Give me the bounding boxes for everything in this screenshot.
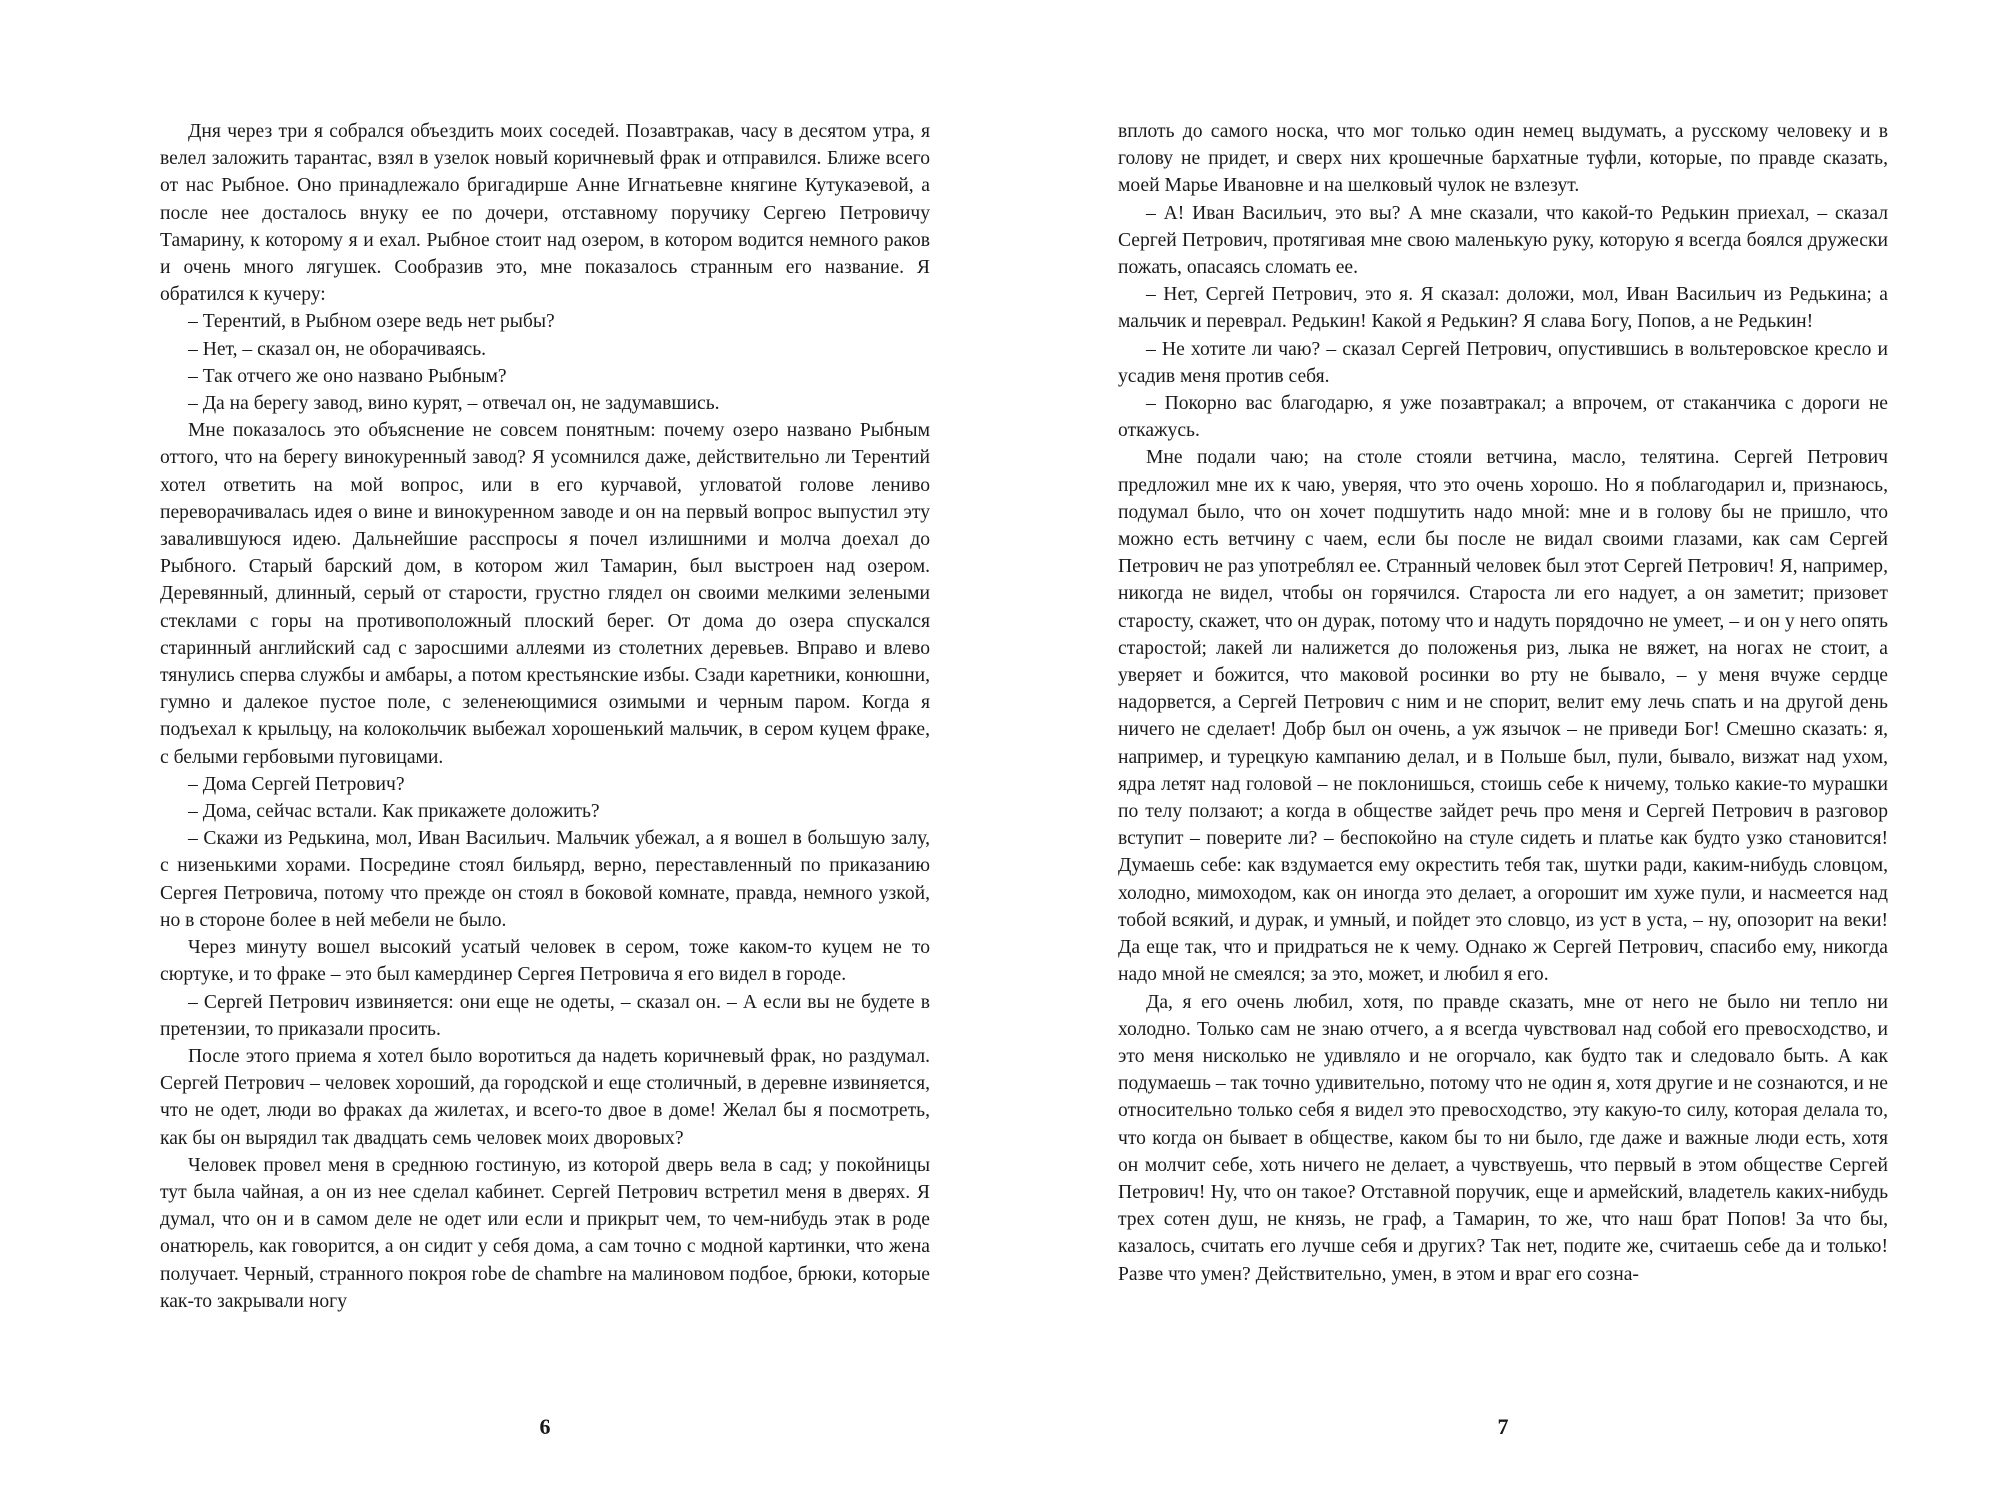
right-page-text <box>1118 118 1888 1288</box>
page-number: 7 <box>1497 1414 1509 1439</box>
right-page <box>1118 118 1888 1439</box>
paragraph: – А! Иван Васильич, это вы? А мне сказали, что какой-то Редькин приехал, – сказал Сергей Петрович, протягивая мне свою маленькую руку, которую я всегда боялся дружески пожать, опасаясь сломать ее. <box>1118 202 1888 279</box>
paragraph: Да, я его очень любил, хотя, по правде сказать, мне от него не было ни тепло ни холодно. Только сам не знаю отчего, а я всегда чувствовал над собой его превосходство, и это меня нисколько не удивляло и не огорчало, как будто так и следовало быть. А как подумаешь – так точно удивительно, потому что не один я, хотя другие и не сознаются, и не относительно только себя я видел это превосходство, эту какую-то силу, которая делала то, что когда он бывает в обществе, каком бы то ни было, где даже и важные люди есть, хотя он молчит себе, хоть ничего не делает, а чувствуешь, что первый в этом обществе Сергей Петрович! Ну, что он такое? Отставной поручик, еще и армейский, владетель каких-нибудь трех сотен душ, не князь, не граф, а Тамарин, то же, что наш брат Попов! За что бы, казалось, считать его лучше себя и других? Так нет, подите же, считаешь себе да и только! Разве что умен? Действительно, умен, в этом и враг его созна- <box>1118 991 1888 1285</box>
paragraph: – Не хотите ли чаю? – сказал Сергей Петрович, опустившись в вольтеровское кресло и усадив меня против себя. <box>1118 338 1888 387</box>
paragraph: – Так отчего же оно названо Рыбным? <box>188 365 507 387</box>
page-number: 6 <box>539 1414 551 1439</box>
paragraph: Мне подали чаю; на столе стояли ветчина, масло, телятина. Сергей Петрович предложил мне их к чаю, уверяя, что это очень хорошо. Но я поблагодарил и, признаюсь, подумал было, что он хочет подшутить надо мной: мне и в голову бы не пришло, что можно есть ветчину с чаем, если бы после не видал своими глазами, как сам Сергей Петрович не раз употреблял ее. Странный человек был этот Сергей Петрович! Я, например, никогда не видел, чтобы он горячился. Староста ли его надует, а он заметит; призовет старосту, скажет, что он дурак, потому что и надуть порядочно не умеет, – и он у него опять старостой; лакей ли налижется до положенья риз, лыка не вяжет, на ногах не стоит, а уверяет и божится, что маковой росинки во рту не бывало, – у меня вчуже сердце надорвется, а Сергей Петрович с ним и не спорит, велит ему лечь спать и на другой день ничего не сделает! Добр был он очень, а уж язычок – не приведи Бог! Смешно сказать: я, например, и турецкую кампанию делал, и в Польше был, пули, бывало, визжат над ухом, ядра летят над головой – не поклонишься, стоишь себе к ничему, только какие-то мурашки по телу ползают; а когда в обществе зайдет речь про меня и Сергей Петрович в разговор вступит – поверите ли? – беспокойно на стуле сидеть и платье как будто узко становится! Думаешь себе: как вздумается ему окрестить тебя так, шутки ради, каким-нибудь словцом, холодно, мимоходом, как он иногда это делает, а огорошит им хуже пули, и насмеется над тобой всякий, и дурак, и умный, и пойдет это словцо, из уст в уста, – ну, опозорит на веки! Да еще так, что и придраться не к чему. Однако ж Сергей Петрович, спасибо ему, никогда надо мной не смеялся; за это, может, и любил я его. <box>1118 447 1888 986</box>
paragraph: – Покорно вас благодарю, я уже позавтракал; а впрочем, от стаканчика с дороги не откажусь. <box>1118 393 1888 442</box>
paragraph: – Терентий, в Рыбном озере ведь нет рыбы? <box>188 311 555 333</box>
paragraph: – Дома, сейчас встали. Как прикажете доложить? <box>188 801 600 823</box>
paragraph: – Скажи из Редькина, мол, Иван Васильич. Мальчик убежал, а я вошел в большую залу, с низенькими хорами. Посредине стоял бильярд, верно, переставленный по приказанию Сергея Петровича, потому что прежде он стоял в боковой комнате, правда, немного узкой, но в стороне более в ней мебели не было. <box>160 828 930 931</box>
paragraph: – Сергей Петрович извиняется: они еще не одеты, – сказал он. – А если вы не будете в претензии, то приказали просить. <box>160 991 930 1040</box>
paragraph: – Нет, Сергей Петрович, это я. Я сказал: доложи, мол, Иван Васильич из Редькина; а мальчик и переврал. Редькин! Какой я Редькин? Я слава Богу, Попов, а не Редькин! <box>1118 284 1888 333</box>
paragraph: – Дома Сергей Петрович? <box>188 773 405 795</box>
paragraph: вплоть до самого носка, что мог только один немец выдумать, а русскому человеку и в голову не придет, и сверх них крошечные бархатные туфли, которые, по правде сказать, моей Марье Ивановне и на шелковый чулок не взлезут. <box>1118 121 1888 197</box>
paragraph: Дня через три я собрался объездить моих соседей. Позавтракав, часу в десятом утра, я велел заложить тарантас, взял в узелок новый коричневый фрак и отправился. Ближе всего от нас Рыбное. Оно принадлежало бригадирше Анне Игнатьевне княгине Кутукаэевой, а после нее досталось внуку ее по дочери, отставному поручику Сергею Петровичу Тамарину, к которому я и ехал. Рыбное стоит над озером, в котором водится немного раков и очень много лягушек. Сообразив это, мне показалось странным его название. Я обратился к кучеру: <box>160 121 930 306</box>
paragraph: После этого приема я хотел было воротиться да надеть коричневый фрак, но раздумал. Сергей Петрович – человек хороший, да городской и еще столичный, в деревне извиняется, что не одет, люди во фраках да жилетах, и всего-то двое в доме! Желал бы я посмотреть, как бы он вырядил так двадцать семь человек моих дворовых? <box>160 1045 930 1149</box>
left-page <box>160 118 930 1439</box>
left-page-text <box>160 118 930 1315</box>
paragraph: – Нет, – сказал он, не оборачиваясь. <box>188 338 487 360</box>
paragraph: Через минуту вошел высокий усатый человек в сером, тоже каком-то куцем не то сюртуке, и то фраке – это был камердинер Сергея Петровича я его видел в городе. <box>160 937 930 986</box>
paragraph: Человек провел меня в среднюю гостиную, из которой дверь вела в сад; у покойницы тут была чайная, а он из нее сделал кабинет. Сергей Петрович встретил меня в дверях. Я думал, что он и в самом деле не одет или если и прикрыт чем, то чем-нибудь этак в роде онатюрель, как говорится, а он сидит у себя дома, а сам точно с модной картинки, что жена получает. Черный, странного покроя robe de chambre на малиновом подбое, брюки, которые как-то закрывали ногу <box>160 1154 930 1312</box>
paragraph: – Да на берегу завод, вино курят, – отвечал он, не задумавшись. <box>188 393 720 415</box>
paragraph: Мне показалось это объяснение не совсем понятным: почему озеро названо Рыбным оттого, что на берегу винокуренный завод? Я усомнился даже, действительно ли Терентий хотел ответить на мой вопрос, или в его курчавой, угловатой голове лениво переворачивалась идея о вине и винокуренном заводе и он на первый вопрос выпустил эту завалившуюся идею. Дальнейшие расспросы я почел излишними и молча доехал до Рыбного. Старый барский дом, в котором жил Тамарин, был выстроен над озером. Деревянный, длинный, серый от старости, грустно глядел он своими мелкими зелеными стеклами с горы на противоположный плоский берег. От дома до озера спускался старинный английский сад с заросшими аллеями из столетних деревьев. Вправо и влево тянулись сперва службы и амбары, а потом крестьянские избы. Сзади каретники, конюшни, гумно и далекое пустое поле, с зеленеющимися озимыми и черным паром. Когда я подъехал к крыльцу, на колокольчик выбежал хорошенький мальчик, в сером куцем фраке, с белыми гербовыми пуговицами. <box>160 420 930 768</box>
